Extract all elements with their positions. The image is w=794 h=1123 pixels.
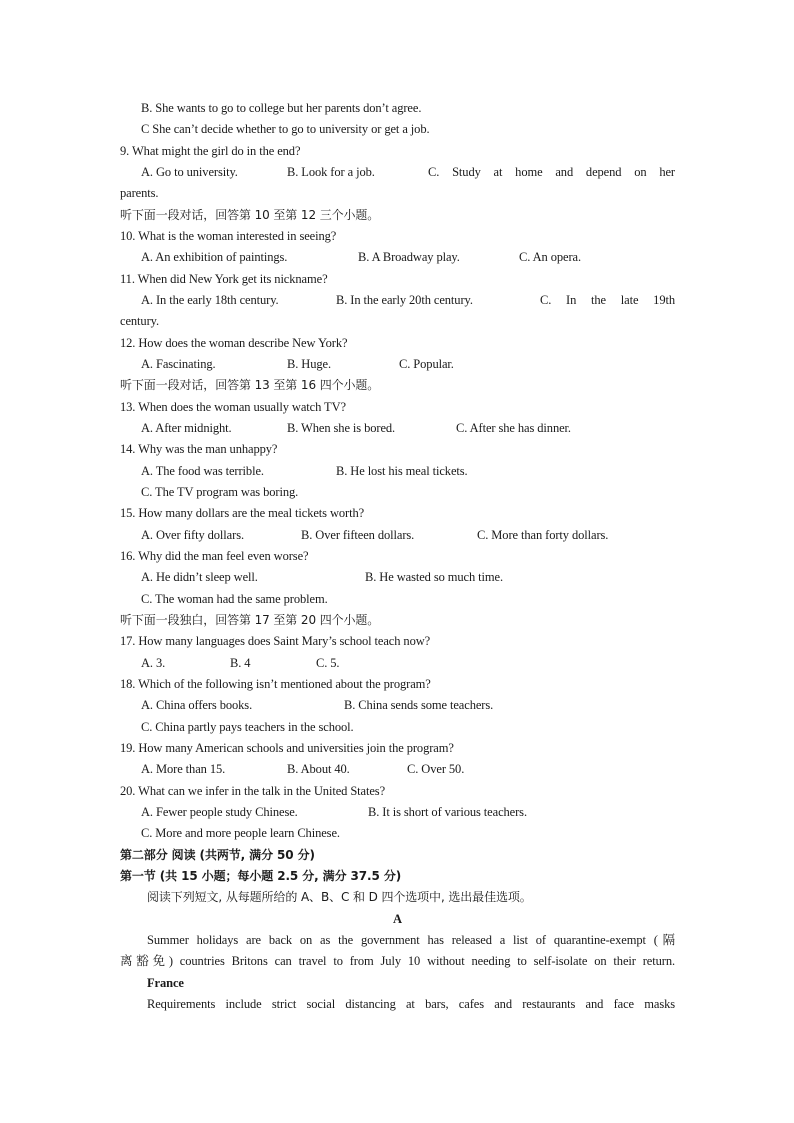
q17-question: 17. How many languages does Saint Mary’s school teach now?: [120, 634, 431, 648]
q13-question: 13. When does the woman usually watch TV?: [120, 400, 346, 414]
q16-question: 16. Why did the man feel even worse?: [120, 549, 309, 563]
q17-option-b: B. 4: [230, 656, 251, 670]
q18-option-c: C. China partly pays teachers in the school.: [141, 720, 354, 734]
q11-option-b: B. In the early 20th century.: [336, 293, 473, 307]
q11-option-a: A. In the early 18th century.: [141, 293, 279, 307]
q14-question: 14. Why was the man unhappy?: [120, 442, 278, 456]
q20-option-b: B. It is short of various teachers.: [368, 805, 527, 819]
q9-question: 9. What might the girl do in the end?: [120, 144, 301, 158]
q12-option-c: C. Popular.: [399, 357, 454, 371]
q12-option-b: B. Huge.: [287, 357, 331, 371]
passage-p1-line2: 离豁免) countries Britons can travel to from July 10 without needing to self-isolate on their return.: [120, 954, 675, 968]
q11-option-c: C. In the late 19th: [540, 293, 675, 307]
q17-option-c: C. 5.: [316, 656, 340, 670]
q16-option-a: A. He didn’t sleep well.: [141, 570, 258, 584]
q14-option-b: B. He lost his meal tickets.: [336, 464, 468, 478]
q19-question: 19. How many American schools and universities join the program?: [120, 741, 454, 755]
q9-option-b: B. Look for a job.: [287, 165, 375, 179]
q8-option-b: B. She wants to go to college but her parents don’t agree.: [141, 101, 422, 115]
q16-option-c: C. The woman had the same problem.: [141, 592, 328, 606]
q13-option-b: B. When she is bored.: [287, 421, 396, 435]
q19-option-a: A. More than 15.: [141, 762, 226, 776]
q11-option-c-cont: century.: [120, 314, 159, 328]
q10-question: 10. What is the woman interested in seeing?: [120, 229, 337, 243]
q10-option-b: B. A Broadway play.: [358, 250, 460, 264]
passage-p1-line1: Summer holidays are back on as the government has released a list of quarantine-exempt (隔: [147, 933, 675, 947]
q18-option-b: B. China sends some teachers.: [344, 698, 494, 712]
q15-option-c: C. More than forty dollars.: [477, 528, 609, 542]
q10-option-a: A. An exhibition of paintings.: [141, 250, 288, 264]
q15-option-a: A. Over fifty dollars.: [141, 528, 244, 542]
q12-option-a: A. Fascinating.: [141, 357, 216, 371]
q14-option-c: C. The TV program was boring.: [141, 485, 299, 499]
passage-p2-line1: Requirements include strict social distancing at bars, cafes and restaurants and face masks: [147, 997, 675, 1011]
q11-question: 11. When did New York get its nickname?: [120, 272, 328, 286]
section1-heading: 第一节 (共 15 小题；每小题 2.5 分, 满分 37.5 分): [120, 869, 402, 883]
q17-option-a: A. 3.: [141, 656, 166, 670]
reading-instructions: 阅读下列短文, 从每题所给的 A、B、C 和 D 四个选项中, 选出最佳选项。: [147, 890, 532, 904]
q13-option-c: C. After she has dinner.: [456, 421, 571, 435]
passage-label: A: [393, 912, 402, 926]
q8-option-c: C She can’t decide whether to go to university or get a job.: [141, 122, 430, 136]
q13-option-a: A. After midnight.: [141, 421, 232, 435]
q20-question: 20. What can we infer in the talk in the United States?: [120, 784, 386, 798]
q16-option-b: B. He wasted so much time.: [365, 570, 504, 584]
q10-option-c: C. An opera.: [519, 250, 581, 264]
q9-option-c: C. Study at home and depend on her: [428, 165, 675, 179]
section-13-16-heading: 听下面一段对话，回答第 13 至第 16 四个小题。: [120, 378, 380, 392]
q18-option-a: A. China offers books.: [141, 698, 253, 712]
q20-option-a: A. Fewer people study Chinese.: [141, 805, 298, 819]
section-10-12-heading: 听下面一段对话，回答第 10 至第 12 三个小题。: [120, 208, 380, 222]
q9-option-c-cont: parents.: [120, 186, 159, 200]
q15-option-b: B. Over fifteen dollars.: [301, 528, 415, 542]
q15-question: 15. How many dollars are the meal tickets worth?: [120, 506, 365, 520]
q9-option-a: A. Go to university.: [141, 165, 238, 179]
passage-subheading: France: [147, 976, 184, 990]
q20-option-c: C. More and more people learn Chinese.: [141, 826, 340, 840]
part2-heading: 第二部分 阅读 (共两节, 满分 50 分): [120, 848, 315, 862]
q19-option-b: B. About 40.: [287, 762, 350, 776]
q12-question: 12. How does the woman describe New York?: [120, 336, 348, 350]
q19-option-c: C. Over 50.: [407, 762, 465, 776]
q14-option-a: A. The food was terrible.: [141, 464, 264, 478]
section-17-20-heading: 听下面一段独白，回答第 17 至第 20 四个小题。: [120, 613, 380, 627]
q18-question: 18. Which of the following isn’t mentioned about the program?: [120, 677, 431, 691]
